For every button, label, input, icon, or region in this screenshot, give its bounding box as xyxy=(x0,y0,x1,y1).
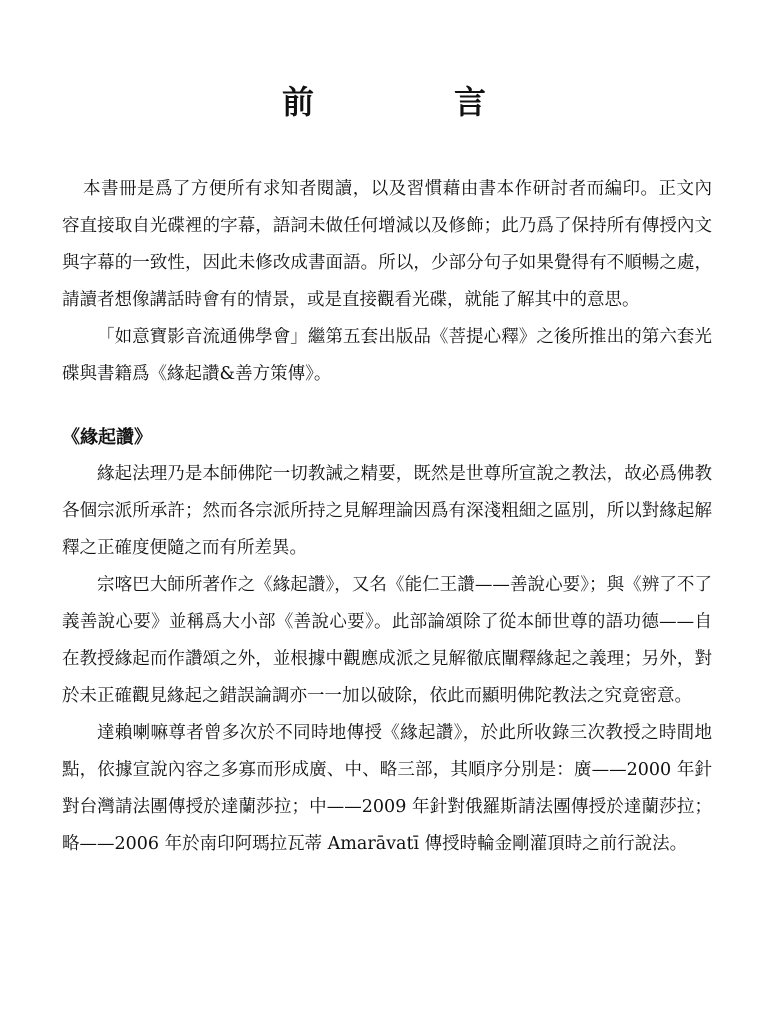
document-body xyxy=(62,171,712,863)
intro-paragraph-1: 本書冊是爲了方便所有求知者閱讀，以及習慣藉由書本作研討者而編印。正文內容直接取自光碟裡的字幕，語詞未做任何增減以及修飾；此乃爲了保持所有傳授內文與字幕的一致性，因此未修改成書面語。所以，少部分句子如果覺得有不順暢之處，請讀者想像講話時會有的情景，或是直接觀看光碟，就能了解其中的意思。 xyxy=(62,179,712,310)
intro-paragraph-2: 「如意寶影音流通佛學會」繼第五套出版品《菩提心釋》之後所推出的第六套光碟與書籍爲《緣起讚&善方策傳》。 xyxy=(62,327,712,384)
section-paragraph-1: 緣起法理乃是本師佛陀一切教誡之精要，既然是世尊所宣說之教法，故必爲佛教各個宗派所承許；然而各宗派所持之見解理論因爲有深淺粗細之區別，所以對緣起解釋之正確度便隨之而有所差異。 xyxy=(62,464,712,558)
section-paragraph-3: 達賴喇嘛尊者曾多次於不同時地傳授《緣起讚》，於此所收錄三次教授之時間地點，依據宣說內容之多寡而形成廣、中、略三部，其順序分別是：廣——2000 年針對台灣請法團傳授於達蘭莎拉；中——2009 年針對俄羅斯請法團傳授於達蘭莎拉；略——2006 年於南印阿瑪拉瓦蒂 Amarāvatī 傳授時輪金剛灌頂時之前行說法。 xyxy=(62,723,712,854)
section-paragraph-2: 宗喀巴大師所著作之《緣起讚》，又名《能仁王讚——善說心要》；與《辨了不了義善說心要》並稱爲大小部《善說心要》。此部論頌除了從本師世尊的語功德——自在教授緣起而作讚頌之外，並根據中觀應成派之見解徹底闡釋緣起之義理；另外，對於未正確觀見緣起之錯誤論調亦一一加以破除，依此而顯明佛陀教法之究竟密意。 xyxy=(62,575,712,706)
page-title: 前 言 xyxy=(281,83,540,121)
section-heading: 《緣起讚》 xyxy=(62,427,152,448)
